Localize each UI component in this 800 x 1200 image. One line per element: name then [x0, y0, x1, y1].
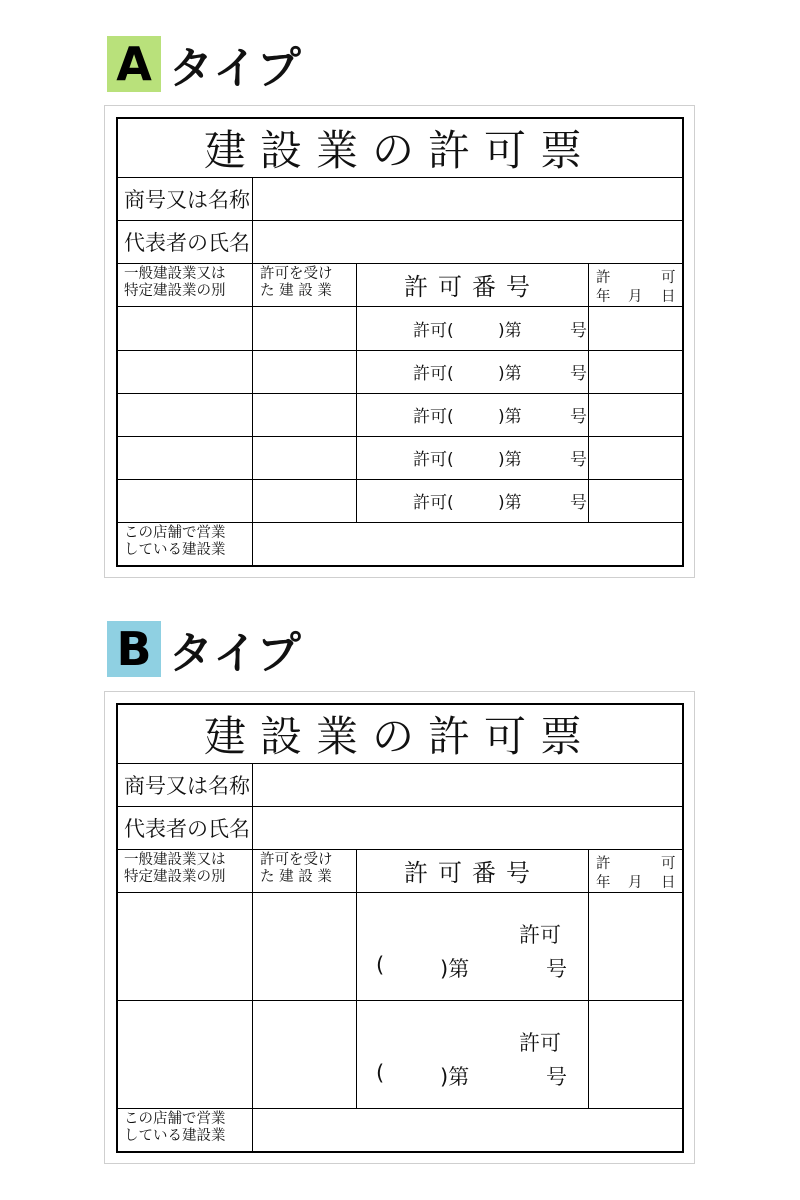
type-a-heading [107, 36, 302, 92]
permit-b-row-2-open: ( [376, 1061, 385, 1085]
date-header-nen: 年 [596, 289, 611, 305]
permit-row-2-prefix: 許可( [413, 364, 454, 384]
sign-title: 建設業の許可票 [203, 126, 596, 175]
general-specific-header: 一般建設業又は 特定建設業の別 [124, 266, 226, 300]
type-b-badge: B [107, 621, 161, 677]
permit-b-row-1-open: ( [376, 953, 385, 977]
permit-number-header: 許可番号 [404, 273, 540, 301]
permit-row-3-prefix: 許可( [413, 407, 454, 427]
permitted-trade-header: 許可を受け た 建 設 業 [260, 266, 333, 300]
permit-b-row-2-kyoka: 許可 [519, 1031, 561, 1055]
date-header-hi: 日 [661, 875, 676, 891]
trade-name-label: 商号又は名称 [124, 773, 250, 798]
permit-row-5-dai: )第 [498, 493, 522, 513]
permit-row-1-go: 号 [570, 320, 587, 341]
type-b-heading [107, 621, 302, 677]
permit-row-2-dai: )第 [498, 364, 522, 384]
permit-row-1-prefix: 許可( [413, 320, 454, 341]
date-header-ka: 可 [661, 270, 676, 286]
date-header-tsuki: 月 [628, 289, 643, 305]
general-specific-header: 一般建設業又は 特定建設業の別 [124, 852, 226, 886]
representative-label: 代表者の氏名 [124, 230, 250, 255]
permit-row-3-go: 号 [570, 407, 587, 427]
permit-row-2-go: 号 [570, 364, 587, 384]
type-a-label: タイプ [169, 43, 302, 94]
permitted-trade-header: 許可を受け た 建 設 業 [260, 852, 333, 886]
permit-b-row-2-go: 号 [546, 1065, 567, 1089]
store-trade-label: この店舗で営業 している建設業 [124, 525, 226, 559]
permit-b-row-1-kyoka: 許可 [519, 923, 561, 947]
permit-b-row-1-dai: )第 [440, 957, 470, 981]
permit-b-row-2-dai: )第 [440, 1065, 470, 1089]
type-a-badge: A [107, 36, 161, 92]
permit-row-5-prefix: 許可( [413, 493, 454, 513]
permit-b-row-1-go: 号 [546, 957, 567, 981]
permit-row-5-go: 号 [570, 493, 587, 513]
representative-label: 代表者の氏名 [124, 816, 250, 841]
date-header-ka: 可 [661, 856, 676, 872]
date-header-kyo: 許 [596, 856, 611, 872]
permit-row-4-go: 号 [570, 450, 587, 470]
type-a-sign [116, 117, 684, 567]
type-b-label: タイプ [169, 628, 302, 679]
trade-name-label: 商号又は名称 [124, 187, 250, 212]
date-header-kyo: 許 [596, 270, 611, 286]
date-header-nen: 年 [596, 875, 611, 891]
permit-row-1-dai: )第 [498, 320, 522, 341]
sign-title: 建設業の許可票 [203, 712, 596, 761]
date-header-hi: 日 [661, 289, 676, 305]
permit-row-3-dai: )第 [498, 407, 522, 427]
permit-row-4-prefix: 許可( [413, 450, 454, 470]
date-header-tsuki: 月 [628, 875, 643, 891]
store-trade-label: この店舗で営業 している建設業 [124, 1111, 226, 1145]
permit-number-header: 許可番号 [404, 859, 540, 887]
permit-row-4-dai: )第 [498, 450, 522, 470]
type-b-sign [116, 703, 684, 1153]
